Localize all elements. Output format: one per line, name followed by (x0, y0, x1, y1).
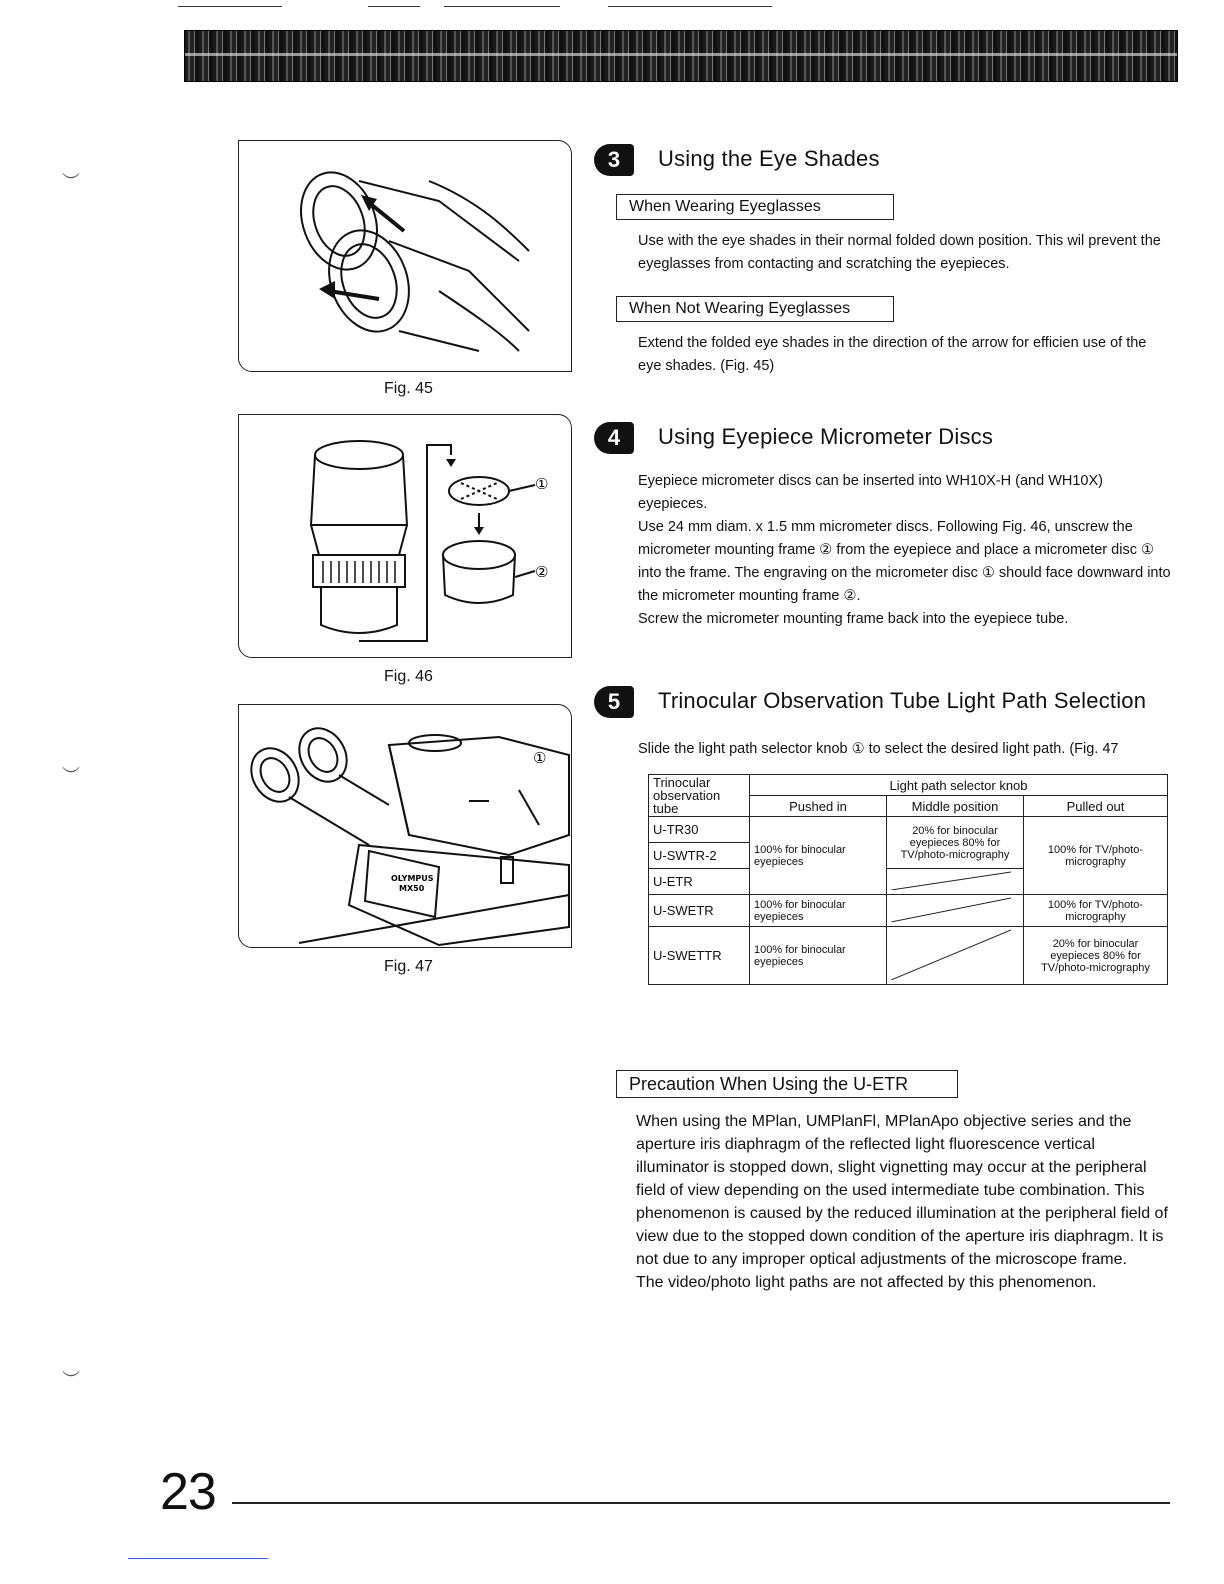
light-path-table (648, 774, 1168, 985)
micrometer-disc-illustration (239, 415, 571, 657)
section-title: Using Eyepiece Micrometer Discs (658, 424, 994, 449)
page-number: 23 (160, 1463, 216, 1521)
figure-47 (238, 704, 572, 948)
subsection-heading: When Wearing Eyeglasses (616, 194, 894, 220)
top-rule (178, 6, 282, 7)
table-column-header: Pushed in (750, 796, 887, 817)
callout-1: ① (533, 749, 547, 767)
paragraph: Extend the folded eye shades in the direction of the arrow for efficien use of the eye shades. (Fig. 45) (638, 335, 1147, 374)
table-cell: 100% for binocular eyepieces (750, 927, 887, 985)
section-body (638, 470, 1172, 631)
table-row-label: U-ETR (649, 869, 750, 895)
precaution-body (636, 1110, 1170, 1294)
figure-caption: Fig. 45 (384, 380, 433, 397)
table-cell-diagonal (887, 895, 1024, 927)
table-cell: 100% for binocular eyepieces (750, 895, 887, 927)
table-column-header: Middle position (887, 796, 1024, 817)
model-label: MX50 (399, 884, 425, 893)
table-cell: 100% for TV/photo-micrography (1024, 895, 1168, 927)
table-row-label: U-SWTR-2 (649, 843, 750, 869)
top-rule (608, 6, 772, 7)
table-row-label: U-TR30 (649, 817, 750, 843)
table-group-header: Light path selector knob (750, 775, 1168, 796)
figure-46 (238, 414, 572, 658)
table-cell: 100% for binocular eyepieces (750, 817, 887, 895)
header-banner (184, 30, 1178, 82)
binding-mark-icon: ︶ (62, 1370, 80, 1390)
figure-caption: Fig. 47 (384, 958, 433, 975)
table-cell: 100% for TV/photo-micrography (1024, 817, 1168, 895)
paragraph: Slide the light path selector knob ① to select the desired light path. (Fig. 47 (638, 741, 1119, 757)
figure-caption: Fig. 46 (384, 668, 433, 685)
binding-mark-icon: ︶ (62, 766, 80, 786)
brand-label: OLYMPUS (391, 874, 434, 883)
table-column-header: Pulled out (1024, 796, 1168, 817)
paragraph: Screw the micrometer mounting frame back into the eyepiece tube. (638, 611, 1069, 627)
section-number-badge: 3 (594, 144, 634, 176)
table-cell: 20% for binocular eyepieces 80% for TV/photo-micrography (887, 817, 1024, 869)
top-rule (444, 6, 560, 7)
table-cell-diagonal (887, 927, 1024, 985)
footer-rule (232, 1502, 1170, 1504)
callout-2: ② (535, 563, 549, 581)
callout-1: ① (535, 475, 549, 493)
table-corner-header: Trinocular observation tube (649, 775, 750, 817)
table-cell-diagonal (887, 869, 1024, 895)
paragraph: Use 24 mm diam. x 1.5 mm micrometer discs. Following Fig. 46, unscrew the micrometer mounting frame ② from the eyepiece and place a micrometer disc ① into the frame. The engraving on the micrometer disc ① should face downward into the micrometer mounting frame ②. (638, 519, 1171, 604)
binding-mark-icon: ︶ (62, 172, 80, 192)
paragraph: When using the MPlan, UMPlanFl, MPlanApo objective series and the aperture iris diaphragm of the reflected light fluorescence vertical illuminator is stopped down, slight vignetting may occur at the peripheral field of view depending on the used intermediate tube combination. This phenomenon is caused by the reduced illumination at the peripheral field of view due to the stopped down condition of the aperture iris diaphragm. It is not due to any improper optical adjustments of the microscope frame. (636, 1113, 1168, 1268)
footer-link-line (128, 1558, 268, 1559)
eye-shades-illustration (239, 141, 571, 371)
top-rule (368, 6, 420, 7)
paragraph: The video/photo light paths are not affected by this phenomenon. (636, 1274, 1097, 1291)
precaution-heading: Precaution When Using the U-ETR (616, 1070, 958, 1098)
table-cell: 20% for binocular eyepieces 80% for TV/photo-micrography (1024, 927, 1168, 985)
section-number-badge: 4 (594, 422, 634, 454)
table-row-label: U-SWETR (649, 895, 750, 927)
section-number-badge: 5 (594, 686, 634, 718)
paragraph: Eyepiece micrometer discs can be inserted into WH10X-H (and WH10X) eyepieces. (638, 473, 1103, 512)
figure-45 (238, 140, 572, 372)
table-row-label: U-SWETTR (649, 927, 750, 985)
trinocular-tube-illustration (239, 705, 571, 947)
section-title: Using the Eye Shades (658, 146, 880, 171)
section-title: Trinocular Observation Tube Light Path Selection (658, 688, 1147, 713)
paragraph: Use with the eye shades in their normal folded down position. This wil prevent the eyeglasses from contacting and scratching the eyepieces. (638, 233, 1161, 272)
subsection-heading: When Not Wearing Eyeglasses (616, 296, 894, 322)
